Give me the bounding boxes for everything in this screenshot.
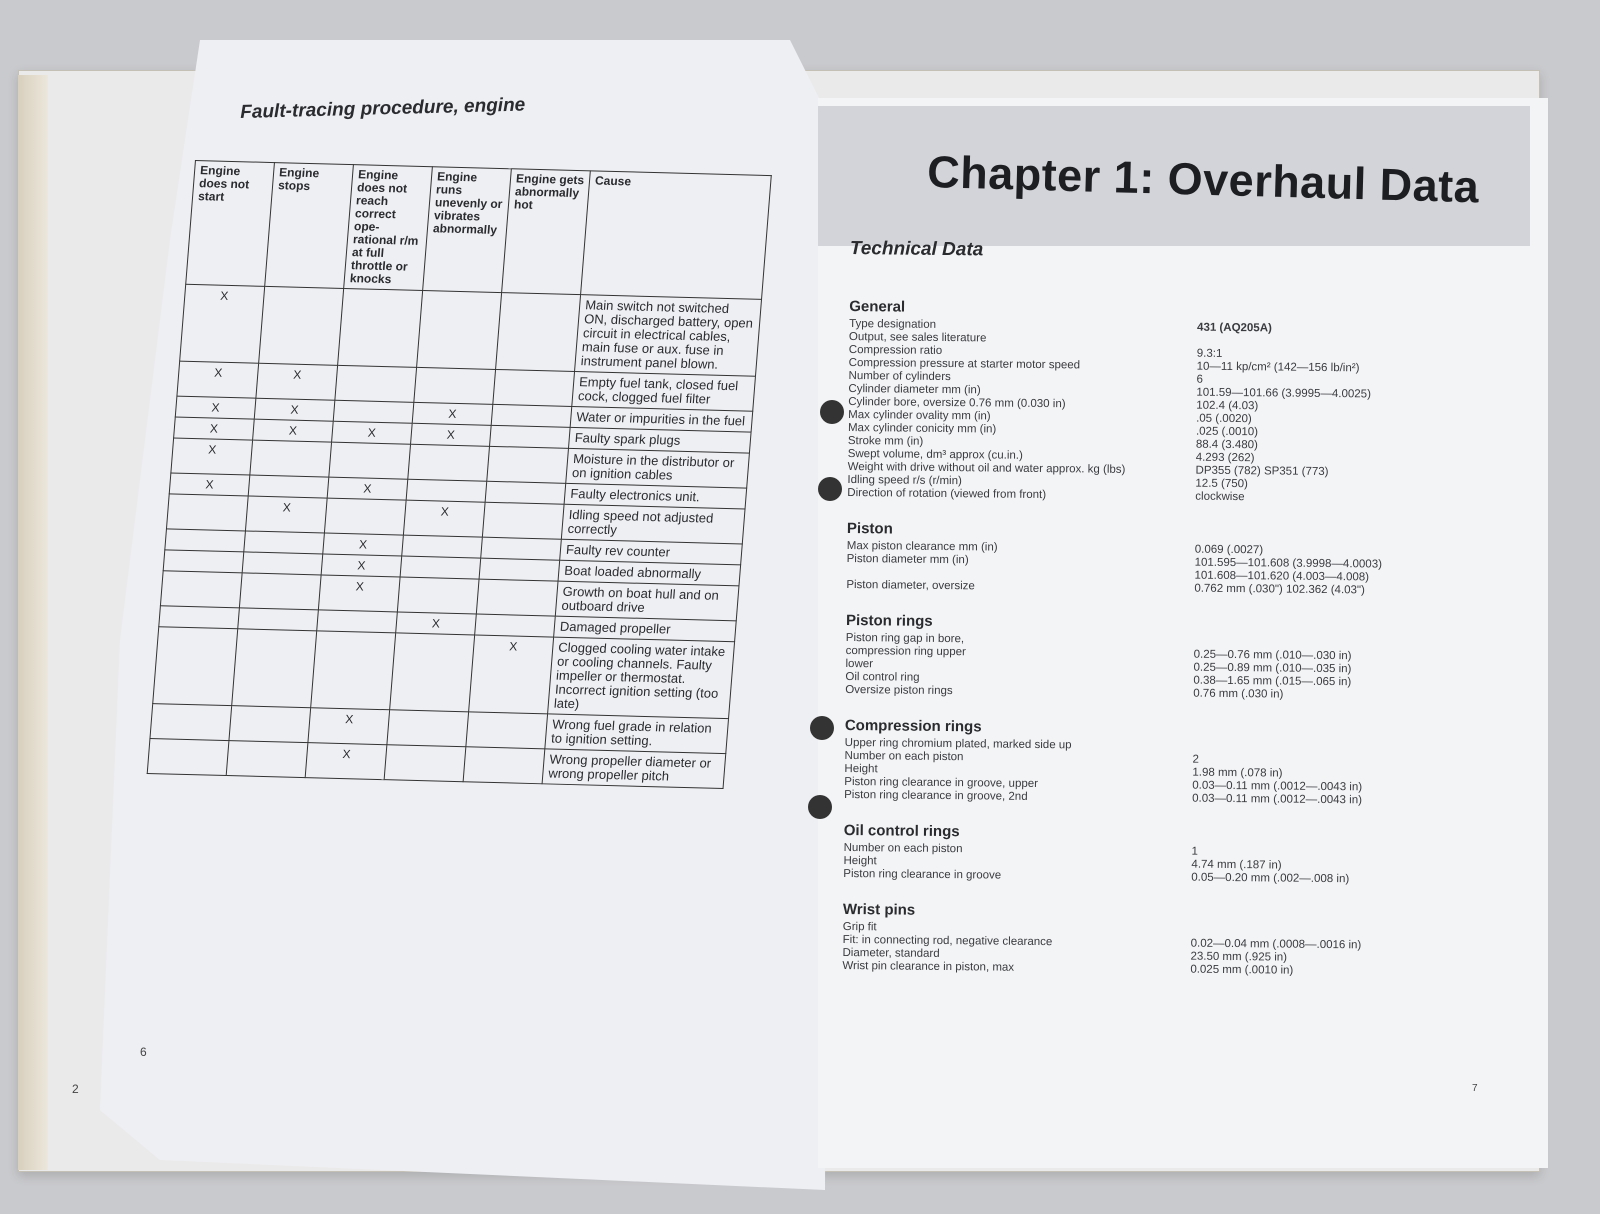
spec-label: Weight with drive without oil and water approx. kg (lbs)	[847, 460, 1126, 476]
spec-section	[846, 520, 1487, 599]
spec-label: Swept volume, dm³ approx (cu.in.)	[847, 447, 1023, 462]
fault-mark-cell	[238, 608, 319, 631]
spec-value: 0.03—0.11 mm (.0012—.0043 in)	[1192, 779, 1363, 794]
fault-mark-cell	[317, 610, 398, 633]
fault-mark-cell	[482, 502, 564, 539]
spec-section-heading: Piston	[846, 519, 893, 538]
spec-section	[847, 298, 1489, 507]
fault-mark-cell	[491, 404, 572, 427]
fault-mark-cell: X	[323, 533, 404, 556]
spec-label: Stroke mm (in)	[847, 434, 924, 448]
fault-table-wrap	[147, 160, 772, 789]
spec-value: 0.025 mm (.0010 in)	[1190, 963, 1294, 977]
fault-mark-cell	[229, 706, 311, 743]
fault-mark-cell	[232, 629, 317, 708]
page-edge	[18, 75, 48, 1170]
spec-label: Height	[844, 762, 878, 776]
header-not-reach-rpm: Engine does not reach correct ope- rational r/m at full throttle or knocks	[344, 165, 433, 291]
table-row	[153, 627, 735, 719]
fault-mark-cell	[390, 633, 475, 712]
fault-cause-cell: Growth on boat hull and on outboard drive	[555, 581, 739, 621]
spec-section-heading: General	[849, 297, 906, 316]
fault-mark-cell	[475, 614, 556, 637]
spec-section-heading: Oil control rings	[843, 821, 960, 841]
header-runs-unevenly: Engine runs unevenly or vibrates abnormally	[423, 167, 512, 293]
spec-value: .05 (.0020)	[1196, 412, 1252, 426]
fault-mark-cell	[248, 475, 329, 498]
spec-value: 6	[1196, 373, 1204, 386]
spec-value: 9.3:1	[1196, 347, 1223, 360]
spec-label: Diameter, standard	[842, 946, 940, 960]
spec-value: 0.762 mm (.030") 102.362 (4.03")	[1194, 582, 1365, 597]
fault-mark-cell	[333, 400, 414, 423]
spec-section	[845, 612, 1486, 704]
fault-mark-cell	[400, 556, 481, 579]
spec-value: 12.5 (750)	[1195, 477, 1248, 491]
fault-mark-cell	[485, 481, 566, 504]
spec-value: 0.25—0.89 mm (.010—.035 in)	[1193, 661, 1352, 676]
fault-mark-cell	[414, 367, 496, 404]
fault-mark-cell	[147, 739, 229, 776]
fault-mark-cell	[417, 291, 502, 370]
spec-value: 102.4 (4.03)	[1196, 399, 1259, 413]
spec-value: 0.02—0.04 mm (.0008—.0016 in)	[1190, 937, 1362, 952]
spec-value: 1	[1191, 845, 1199, 858]
spec-value: 0.069 (.0027)	[1194, 543, 1264, 557]
spec-label: Height	[843, 854, 877, 868]
fault-cause-cell: Wrong fuel grade in relation to ignition setting.	[545, 714, 729, 754]
fault-mark-cell	[481, 537, 562, 560]
spec-value: 101.595—101.608 (3.9998—4.0003)	[1194, 556, 1383, 571]
spec-label: Cylinder diameter mm (in)	[848, 382, 981, 397]
fault-mark-cell	[490, 425, 571, 448]
punch-hole-1	[820, 400, 844, 424]
spec-value: .025 (.0010)	[1195, 425, 1259, 439]
spec-label: Piston ring clearance in groove, upper	[844, 775, 1039, 790]
spec-label: Max piston clearance mm (in)	[846, 539, 998, 554]
punch-hole-4	[808, 795, 832, 819]
spec-label: Upper ring chromium plated, marked side up	[844, 736, 1072, 752]
fault-mark-cell	[165, 529, 246, 552]
fault-mark-cell: X	[256, 363, 338, 400]
fault-mark-cell: X	[171, 438, 253, 475]
spec-label: Piston ring clearance in groove	[843, 867, 1002, 882]
fault-table-body	[147, 284, 761, 788]
spec-section-heading: Wrist pins	[842, 900, 916, 919]
fault-mark-cell: X	[332, 421, 413, 444]
spec-value: 0.03—0.11 mm (.0012—.0043 in)	[1192, 792, 1363, 807]
back-page-number: 2	[72, 1082, 79, 1096]
fault-mark-cell	[311, 631, 396, 710]
fault-mark-cell: X	[403, 500, 485, 537]
fault-mark-cell	[166, 494, 248, 531]
fault-mark-cell	[338, 288, 423, 367]
spec-label: Compression pressure at starter motor speed	[848, 356, 1081, 372]
header-does-not-start: Engine does not start	[186, 161, 275, 287]
fault-mark-cell: X	[253, 419, 334, 442]
fault-mark-cell	[159, 606, 240, 629]
fault-mark-cell: X	[254, 398, 335, 421]
chapter-title: Chapter 1: Overhaul Data	[926, 146, 1480, 213]
spec-value: 1.98 mm (.078 in)	[1192, 766, 1283, 780]
fault-cause-cell: Faulty electronics unit.	[564, 483, 747, 509]
spec-label: Max cylinder ovality mm (in)	[848, 408, 991, 423]
spec-label: Number on each piston	[844, 749, 964, 764]
chapter-banner	[818, 106, 1530, 246]
fault-mark-cell	[384, 745, 466, 782]
fault-mark-cell	[242, 552, 323, 575]
fault-mark-cell	[387, 710, 469, 747]
left-page-number: 6	[140, 1045, 147, 1059]
fault-mark-cell	[408, 444, 490, 481]
fault-cause-cell: Empty fuel tank, closed fuel cock, clogged fuel filter	[572, 372, 756, 412]
header-cause: Cause	[581, 171, 772, 300]
header-stops: Engine stops	[265, 163, 354, 289]
spec-section-heading: Compression rings	[844, 716, 982, 736]
fault-cause-cell: Main switch not switched ON, discharged battery, open circuit in electrical cables, main fuse or aux. fuse in instrument panel blown.	[575, 295, 762, 377]
spec-value: 0.38—1.65 mm (.015—.065 in)	[1193, 674, 1352, 689]
spec-label: Piston diameter mm (in)	[846, 552, 969, 567]
spec-value: 4.293 (262)	[1195, 451, 1255, 465]
spec-section-heading: Piston rings	[845, 611, 933, 630]
fault-mark-cell	[324, 498, 406, 535]
spec-section	[844, 717, 1485, 809]
spec-label: Compression ratio	[848, 343, 943, 357]
fault-cause-cell: Faulty rev counter	[560, 539, 743, 565]
punch-hole-2	[818, 477, 842, 501]
spec-label: Piston diameter, oversize	[846, 578, 975, 593]
punch-hole-3	[810, 716, 834, 740]
spec-label: compression ring upper	[845, 644, 966, 659]
fault-mark-cell: X	[412, 402, 493, 425]
spec-section	[842, 901, 1483, 980]
fault-mark-cell	[487, 446, 569, 483]
fault-mark-cell	[250, 440, 332, 477]
fault-mark-cell	[479, 558, 560, 581]
technical-data-sections	[842, 298, 1489, 980]
fault-cause-cell: Faulty spark plugs	[568, 427, 751, 453]
fault-mark-cell: X	[411, 423, 492, 446]
fault-mark-cell	[163, 550, 244, 573]
fault-mark-cell	[402, 535, 483, 558]
spec-value: 4.74 mm (.187 in)	[1191, 858, 1282, 872]
fault-mark-cell	[150, 704, 232, 741]
fault-mark-cell	[493, 369, 575, 406]
spec-label: Output, see sales literature	[848, 330, 987, 345]
spec-label: Number of cylinders	[848, 369, 951, 384]
spec-label: lower	[845, 657, 874, 671]
fault-mark-cell	[397, 577, 479, 614]
spec-label: Oversize piston rings	[845, 683, 953, 698]
fault-mark-cell	[259, 286, 344, 365]
spec-label: Number on each piston	[843, 841, 963, 856]
spec-value: 23.50 mm (.925 in)	[1190, 950, 1288, 964]
fault-mark-cell: X	[305, 743, 387, 780]
spec-label: Idling speed r/s (r/min)	[847, 473, 962, 488]
fault-mark-cell	[160, 571, 242, 608]
fault-mark-cell	[244, 531, 325, 554]
fault-mark-cell: X	[308, 708, 390, 745]
fault-mark-cell: X	[396, 612, 477, 635]
fault-mark-cell: X	[321, 554, 402, 577]
fault-tracing-table	[147, 160, 772, 789]
spec-label: Wrist pin clearance in piston, max	[842, 959, 1015, 974]
spec-label: Type designation	[849, 317, 937, 331]
fault-mark-cell: X	[318, 575, 400, 612]
spec-value: 10—11 kp/cm² (142—156 lb/in²)	[1196, 360, 1360, 375]
fault-cause-cell: Moisture in the distributor or on ignition cables	[566, 448, 750, 488]
spec-label: Grip fit	[842, 920, 877, 934]
spec-label: Oil control ring	[845, 670, 920, 684]
spec-label: Max cylinder conicity mm (in)	[847, 421, 997, 436]
fault-mark-cell	[239, 573, 321, 610]
spec-value: 431 (AQ205A)	[1197, 321, 1272, 335]
fault-cause-cell: Clogged cooling water intake or cooling channels. Faulty impeller or thermostat. Incorrect ignition setting (too late)	[548, 637, 735, 719]
fault-mark-cell: X	[177, 361, 259, 398]
spec-value: 0.76 mm (.030 in)	[1193, 687, 1284, 701]
fault-cause-cell: Boat loaded abnormally	[558, 560, 741, 586]
fault-mark-cell: X	[169, 473, 250, 496]
fault-mark-cell	[335, 365, 417, 402]
fault-mark-cell	[476, 579, 558, 616]
spec-value: 2	[1192, 753, 1200, 766]
fault-mark-cell	[496, 293, 581, 372]
fault-cause-cell: Wrong propeller diameter or wrong propeller pitch	[542, 749, 726, 789]
fault-mark-cell: X	[174, 417, 255, 440]
spec-label: Direction of rotation (viewed from front)	[847, 486, 1047, 502]
spec-value: clockwise	[1195, 490, 1245, 504]
spec-value: DP355 (782) SP351 (773)	[1195, 464, 1329, 479]
fault-mark-cell	[226, 741, 308, 778]
spec-label: Fit: in connecting rod, negative clearance	[842, 933, 1053, 949]
fault-mark-cell: X	[245, 496, 327, 533]
spec-label: Piston ring gap in bore,	[845, 631, 965, 646]
fault-mark-cell: X	[180, 284, 265, 363]
fault-mark-cell	[463, 747, 545, 784]
spec-value: 88.4 (3.480)	[1195, 438, 1258, 452]
fault-mark-cell: X	[327, 477, 408, 500]
spec-value: 101.59—101.66 (3.9995—4.0025)	[1196, 386, 1372, 401]
fault-mark-cell: X	[469, 635, 554, 714]
right-page-number: 7	[1472, 1083, 1478, 1094]
fault-mark-cell	[153, 627, 238, 706]
spec-value: 0.05—0.20 mm (.002—.008 in)	[1191, 871, 1350, 886]
fault-cause-cell: Damaged propeller	[554, 616, 737, 642]
fault-mark-cell: X	[175, 396, 256, 419]
fault-mark-cell	[406, 479, 487, 502]
fault-table-header	[186, 161, 772, 300]
technical-data	[842, 238, 1490, 1000]
fault-cause-cell: Idling speed not adjusted correctly	[561, 504, 745, 544]
spec-value: 101.608—101.620 (4.003—4.008)	[1194, 569, 1370, 584]
spec-label: Cylinder bore, oversize 0.76 mm (0.030 in)	[848, 395, 1066, 411]
spec-label: Piston ring clearance in groove, 2nd	[844, 788, 1028, 803]
fault-tracing-title: Fault-tracing procedure, engine	[240, 94, 526, 123]
header-gets-hot: Engine gets abnormally hot	[502, 169, 591, 295]
fault-mark-cell	[329, 442, 411, 479]
fault-cause-cell: Water or impurities in the fuel	[570, 406, 753, 432]
spec-value: 0.25—0.76 mm (.010—.030 in)	[1193, 648, 1352, 663]
technical-data-title: Technical Data	[849, 238, 984, 261]
spec-section	[843, 822, 1484, 888]
fault-mark-cell	[466, 712, 548, 749]
